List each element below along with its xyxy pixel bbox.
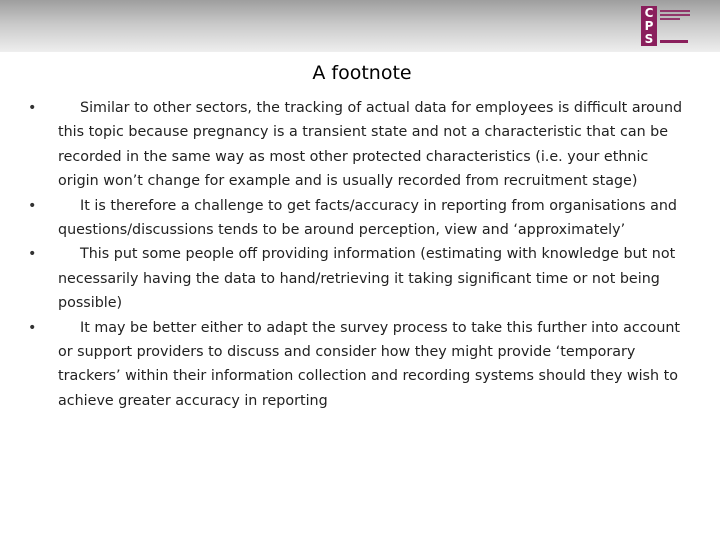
bullet-item (28, 316, 688, 414)
logo-letter-p: P (644, 19, 654, 33)
bullet-marker: • (28, 246, 37, 263)
bullet-text: Similar to other sectors, the tracking of actual data for employees is difficult around this topic because pregnancy is a transient state and not a characteristic that can be recorded in the same way as most other protected characteristics (i.e. your ethnic origin won’t change for example and is usually recorded from recruitment stage) (58, 100, 683, 190)
logo-wordmark-lines (660, 10, 690, 22)
logo-letter-c: C (644, 6, 654, 20)
organisation-logo (641, 6, 691, 46)
header-band (0, 0, 720, 52)
bullet-text: It may be better either to adapt the survey process to take this further into account or support providers to discuss and consider how they might provide ‘temporary trackers’ within their information collection and recording systems should they wish to achieve greater accuracy in reporting (58, 319, 681, 409)
bullet-item (28, 96, 688, 194)
bullet-text: This put some people off providing information (estimating with knowledge but not necessarily having the data to hand/retrieving it taking significant time or not being possible) (58, 246, 676, 312)
bullet-marker: • (28, 100, 37, 116)
bullet-marker: • (28, 197, 37, 214)
logo-foot-bar (660, 40, 688, 43)
bullet-text: It is therefore a challenge to get facts/accuracy in reporting from organisations and questions/discussions tends to be around perception, view and ‘approximately’ (58, 197, 677, 239)
bullet-item (28, 242, 688, 315)
slide-title: A footnote (312, 62, 412, 84)
bullet-list (28, 96, 688, 413)
logo-letter-s: S (644, 32, 654, 46)
bullet-marker: • (28, 319, 37, 336)
bullet-item (28, 194, 688, 243)
